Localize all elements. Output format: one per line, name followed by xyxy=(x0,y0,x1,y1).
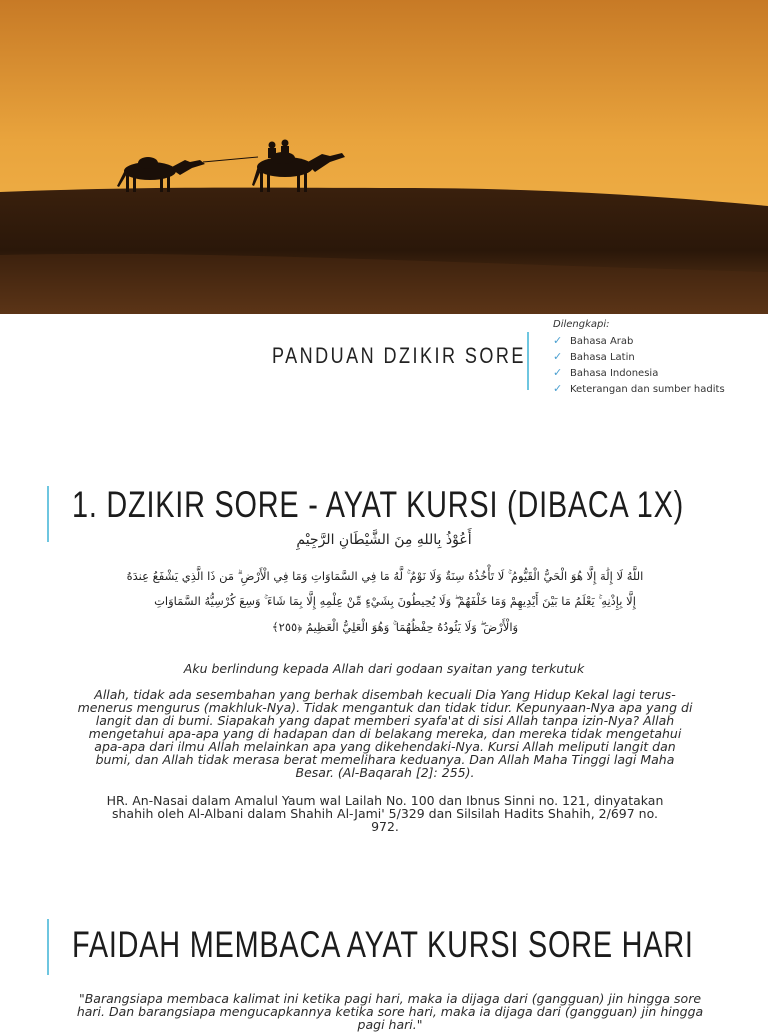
hadith-source: HR. An-Nasai dalam Amalul Yaum wal Lailah No. 100 dan Ibnus Sinni no. 121, dinyatakan shahih oleh Al-Albani dalam Shahih Al-Jami' 5/329 dan Silsilah Hadits Shahih, 2/697 no. 972. xyxy=(106,793,664,834)
taawwudz-arabic: أَعُوْذُ بِاللهِ مِنَ الشَّيْطَانِ الرَّجِيْمِ xyxy=(296,532,472,548)
presentation-title: PANDUAN DZIKIR SORE xyxy=(272,343,526,368)
list-item: ✓ Keterangan dan sumber hadits xyxy=(553,382,725,395)
accent-divider xyxy=(47,486,49,542)
list-item: ✓ Bahasa Indonesia xyxy=(553,366,659,379)
ayat-kursi-translation: Allah, tidak ada sesembahan yang berhak disembah kecuali Dia Yang Hidup Kekal lagi terus- menerus mengurus (makhluk-Nya). Tidak mengantuk dan tidak tidur. Kepunyaan-Nya apa yang di langit dan di bumi. Siapakah yang dapat memberi syafa'at di sisi Allah tanpa izin-Nya? Allah mengetahui apa-apa yang di hadapan dan di belakang mereka, dan mereka tidak mengetahui apa-apa dari ilmu Allah melainkan apa yang dikehendaki-Nya. Kursi Allah meliputi langit dan bumi, dan Allah tidak merasa berat memelihara keduanya. Dan Allah Maha Tinggi lagi Maha Besar. (Al-Baqarah [2]: 255). xyxy=(77,687,693,780)
taawwudz-translation: Aku berlindung kepada Allah dari godaan syaitan yang terkutuk xyxy=(183,661,585,676)
check-icon: ✓ xyxy=(553,382,563,395)
complement-list xyxy=(553,319,763,397)
accent-divider xyxy=(527,332,529,390)
list-item: ✓ Bahasa Latin xyxy=(553,350,635,363)
accent-divider xyxy=(47,919,49,975)
faidah-quote: "Barangsiapa membaca kalimat ini ketika pagi hari, maka ia dijaga dari (gangguan) jin hingga sore hari. Dan barangsiapa mengucapkannya ketika sore hari, maka ia dijaga dari (gangguan) jin hingga pagi hari." xyxy=(76,991,704,1032)
section-heading: FAIDAH MEMBACA AYAT KURSI SORE HARI xyxy=(72,924,694,965)
ayat-kursi-line-3: وَالْأَرْضَ ۖ وَلَا يَئُودُهُ حِفْظُهُمَا ۚ وَهُوَ الْعَلِيُّ الْعَظِيمُ ﴿٢٥٥﴾ xyxy=(271,620,519,634)
section-heading: 1. DZIKIR SORE - AYAT KURSI (DIBACA 1X) xyxy=(72,484,685,525)
list-item: ✓ Bahasa Arab xyxy=(553,334,634,347)
check-icon: ✓ xyxy=(553,350,563,363)
complement-label: Dilengkapi: xyxy=(553,319,610,330)
check-icon: ✓ xyxy=(553,366,563,379)
check-icon: ✓ xyxy=(553,334,563,347)
ayat-kursi-line-2: إِلَّا بِإِذْنِهِ ۚ يَعْلَمُ مَا بَيْنَ أَيْدِيهِمْ وَمَا خَلْفَهُمْ ۖ وَلَا يُحِيطُونَ بِشَيْءٍ مِّنْ عِلْمِهِ إِلَّا بِمَا شَاءَ ۚ وَسِعَ كُرْسِيُّهُ السَّمَاوَاتِ xyxy=(154,594,636,608)
hero-image-desert-camels xyxy=(0,0,768,314)
ayat-kursi-line-1: اللَّهُ لَا إِلَٰهَ إِلَّا هُوَ الْحَيُّ الْقَيُّومُ ۚ لَا تَأْخُذُهُ سِنَةٌ وَلَا نَوْمٌ ۚ لَّهُ مَا فِي السَّمَاوَاتِ وَمَا فِي الْأَرْضِ ۗ مَن ذَا الَّذِي يَشْفَعُ عِندَهُ xyxy=(126,569,644,583)
